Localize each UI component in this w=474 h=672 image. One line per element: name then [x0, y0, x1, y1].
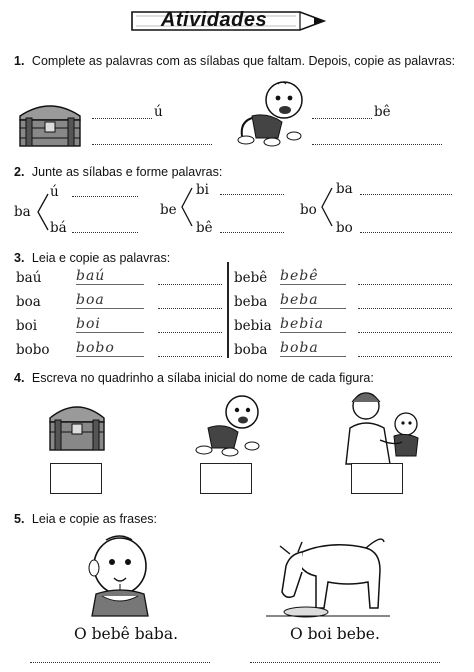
question-number: 4.	[14, 371, 25, 385]
question-number: 3.	[14, 251, 25, 265]
question-number: 5.	[14, 512, 25, 526]
copy-line[interactable]	[158, 308, 222, 309]
question-4	[14, 371, 470, 386]
sentence-text: O bebê baba.	[74, 625, 179, 643]
page-title: Atividades	[160, 9, 268, 31]
answer-box[interactable]	[50, 463, 102, 494]
copy-line[interactable]	[158, 332, 222, 333]
title-banner	[128, 6, 328, 36]
question-number: 1.	[14, 54, 25, 68]
copy-line[interactable]	[158, 284, 222, 285]
syllable-bottom: bo	[336, 220, 353, 236]
question-1	[14, 54, 460, 69]
woman-holding-baby-icon	[340, 388, 430, 464]
copy-line[interactable]	[250, 662, 440, 663]
ox-drinking-icon	[262, 526, 392, 620]
baby-crawling-icon	[190, 392, 272, 458]
word-print: beba	[234, 294, 268, 310]
answer-line[interactable]	[220, 194, 284, 195]
column-divider	[227, 262, 229, 358]
bracket-icon	[36, 192, 50, 232]
syllable-top: ba	[336, 181, 353, 197]
question-text: Escreva no quadrinho a sílaba inicial do nome de cada figura:	[31, 371, 374, 385]
word-cursive: bobo	[76, 340, 144, 357]
answer-line[interactable]	[360, 232, 452, 233]
syllable-top: bi	[196, 182, 209, 198]
blank-line[interactable]	[312, 118, 372, 119]
copy-line[interactable]	[358, 308, 452, 309]
word-print: bebê	[234, 270, 268, 286]
question-text: Junte as sílabas e forme palavras:	[31, 165, 223, 179]
copy-line[interactable]	[158, 356, 222, 357]
word-cursive: beba	[280, 292, 346, 309]
word-print: bobo	[16, 342, 50, 358]
syllable-bottom: bê	[196, 220, 213, 236]
copy-line[interactable]	[358, 356, 452, 357]
word-print: boi	[16, 318, 38, 334]
word-print: bebia	[234, 318, 272, 334]
question-text: Leia e copie as palavras:	[31, 251, 171, 265]
answer-line[interactable]	[72, 196, 138, 197]
answer-line[interactable]	[220, 232, 284, 233]
copy-line[interactable]	[358, 284, 452, 285]
bracket-icon	[320, 186, 334, 228]
word-print: baú	[16, 270, 42, 286]
syllable-top: ú	[50, 184, 59, 200]
baby-crawling-icon	[232, 78, 316, 150]
chest-icon	[46, 400, 108, 454]
answer-line[interactable]	[72, 232, 138, 233]
chest-icon	[16, 100, 84, 150]
question-2	[14, 165, 460, 180]
syllable-suffix: ú	[154, 104, 163, 120]
bracket-icon	[180, 186, 194, 228]
copy-line[interactable]	[358, 332, 452, 333]
word-cursive: boa	[76, 292, 144, 309]
copy-line[interactable]	[30, 662, 210, 663]
syllable-root: be	[160, 202, 177, 218]
word-print: boba	[234, 342, 268, 358]
syllable-suffix: bê	[374, 104, 391, 120]
syllable-bottom: bá	[50, 220, 67, 236]
question-text: Complete as palavras com as sílabas que faltam. Depois, copie as palavras:	[31, 54, 456, 68]
question-5	[14, 512, 460, 527]
question-3	[14, 251, 460, 266]
question-number: 2.	[14, 165, 25, 179]
word-cursive: boi	[76, 316, 144, 333]
answer-box[interactable]	[200, 463, 252, 494]
copy-line[interactable]	[312, 144, 442, 145]
word-cursive: baú	[76, 268, 144, 285]
word-print: boa	[16, 294, 41, 310]
answer-line[interactable]	[360, 194, 452, 195]
question-text: Leia e copie as frases:	[31, 512, 157, 526]
word-cursive: bebia	[280, 316, 346, 333]
sentence-text: O boi bebe.	[290, 625, 380, 643]
answer-box[interactable]	[351, 463, 403, 494]
blank-line[interactable]	[92, 118, 152, 119]
syllable-root: ba	[14, 204, 31, 220]
baby-face-icon	[80, 530, 162, 616]
syllable-root: bo	[300, 202, 317, 218]
word-cursive: boba	[280, 340, 346, 357]
word-cursive: bebê	[280, 268, 346, 285]
copy-line[interactable]	[92, 144, 212, 145]
